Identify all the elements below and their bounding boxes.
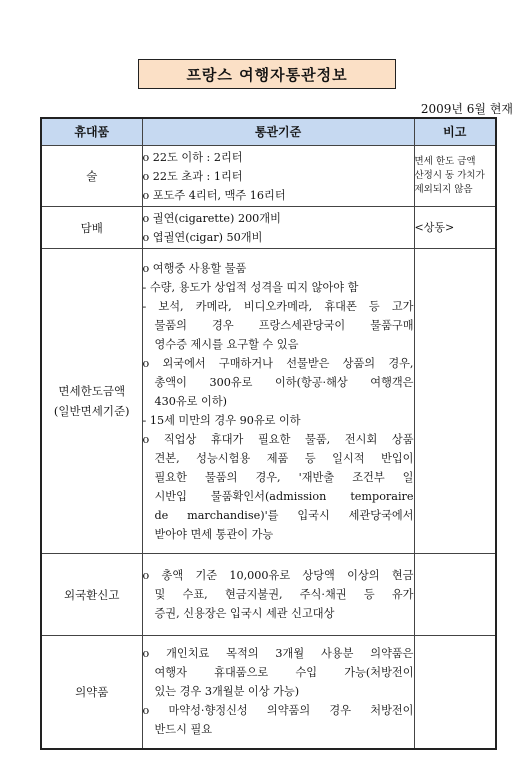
table-body	[41, 146, 496, 749]
standard-line: 430유로 이하)	[154, 394, 228, 408]
date-label: 2009년 6월 현재	[420, 102, 513, 116]
note-cell	[414, 636, 496, 749]
standard-line: 영수증 제시를 요구할 수 있음	[154, 337, 299, 351]
standard-line: 받아야 면세 통관이 가능	[154, 527, 274, 541]
standard-line: o 직업상 휴대가 필요한 물품, 전시회 상품	[142, 432, 414, 446]
note-cell	[414, 207, 496, 249]
category-label: 의약품	[75, 684, 109, 699]
note-cell	[414, 554, 496, 636]
table-row	[41, 207, 496, 249]
note-cell	[414, 249, 496, 554]
standard-line: 여행자 휴대품으로 수입 가능(처방전이	[154, 666, 414, 680]
table-row	[41, 554, 496, 636]
standard-line: o 22도 이하 : 2리터	[142, 150, 243, 164]
standard-line: o 개인치료 목적의 3개월 사용분 의약품은	[142, 647, 414, 661]
standard-line: 증권, 신용장은 입국시 세관 신고대상	[154, 607, 335, 620]
standard-line: o 엽궐연(cigar) 50개비	[142, 230, 263, 244]
standard-line: 견본, 성능시험용 제품 등 일시적 반입이	[154, 451, 414, 465]
standard-line: - 15세 미만의 경우 90유로 이하	[142, 413, 301, 427]
standard-cell	[142, 207, 414, 249]
standard-line: 있는 경우 3개월분 이상 가능)	[154, 685, 300, 699]
standard-line: 반드시 필요	[154, 723, 213, 737]
standard-line: 총액이 300유로 이하(항공·해상 여행객은	[154, 375, 414, 389]
standard-line: 및 수표, 현금지불권, 주식·채권 등 유가	[154, 588, 414, 601]
standard-line: de marchandise)'를 입국시 세관당국에서	[154, 508, 414, 522]
note-line: <상동>	[414, 220, 455, 234]
category-label: 외국환신고	[63, 587, 120, 602]
standard-line: - 보석, 카메라, 비디오카메라, 휴대폰 등 고가	[142, 299, 414, 313]
category-cell	[41, 146, 142, 207]
note-line: 산정시 동 가치가	[414, 170, 485, 181]
note-line: 제외되지 않음	[414, 184, 473, 195]
header-standard: 통관기준	[142, 118, 414, 146]
standard-line: 필요한 물품의 경우, '재반출 조건부 일	[154, 470, 414, 484]
standard-line: o 포도주 4리터, 맥주 16리터	[142, 188, 286, 202]
standard-line: o 여행중 사용할 물품	[142, 261, 247, 275]
standard-cell	[142, 636, 414, 749]
category-cell	[41, 249, 142, 554]
category-label: 면세한도금액	[58, 384, 126, 398]
standard-line: 물품의 경우 프랑스세관당국이 물품구매	[154, 318, 414, 332]
header-note: 비고	[414, 118, 496, 146]
category-cell	[41, 207, 142, 249]
category-cell	[41, 554, 142, 636]
standard-line: 시반입 물품확인서(admission temporaire	[154, 489, 414, 503]
standard-line: o 22도 초과 : 1리터	[142, 169, 243, 183]
standard-line: o 총액 기준 10,000유로 상당액 이상의 현금	[142, 569, 414, 582]
note-cell	[414, 146, 496, 207]
standard-cell	[142, 146, 414, 207]
category-cell	[41, 636, 142, 749]
category-label: (일반면세기준)	[53, 404, 130, 418]
table-row	[41, 249, 496, 554]
customs-info-table	[40, 117, 497, 750]
table-row	[41, 636, 496, 749]
table-header-row	[41, 118, 496, 146]
header-category: 휴대품	[41, 118, 142, 146]
standard-line: o 외국에서 구매하거나 선물받은 상품의 경우,	[142, 356, 414, 370]
standard-line: o 마약성·향정신성 의약품의 경우 처방전이	[142, 704, 414, 718]
category-label: 담배	[80, 220, 103, 235]
table-row	[41, 146, 496, 207]
note-line: 면세 한도 금액	[414, 156, 476, 167]
standard-cell	[142, 554, 414, 636]
standard-line: - 수량, 용도가 상업적 성격을 띠지 않아야 함	[142, 280, 359, 294]
standard-line: o 궐연(cigarette) 200개비	[142, 211, 281, 225]
standard-cell	[142, 249, 414, 554]
category-label: 술	[86, 169, 98, 183]
page-title: 프랑스 여행자통관정보	[138, 59, 396, 89]
